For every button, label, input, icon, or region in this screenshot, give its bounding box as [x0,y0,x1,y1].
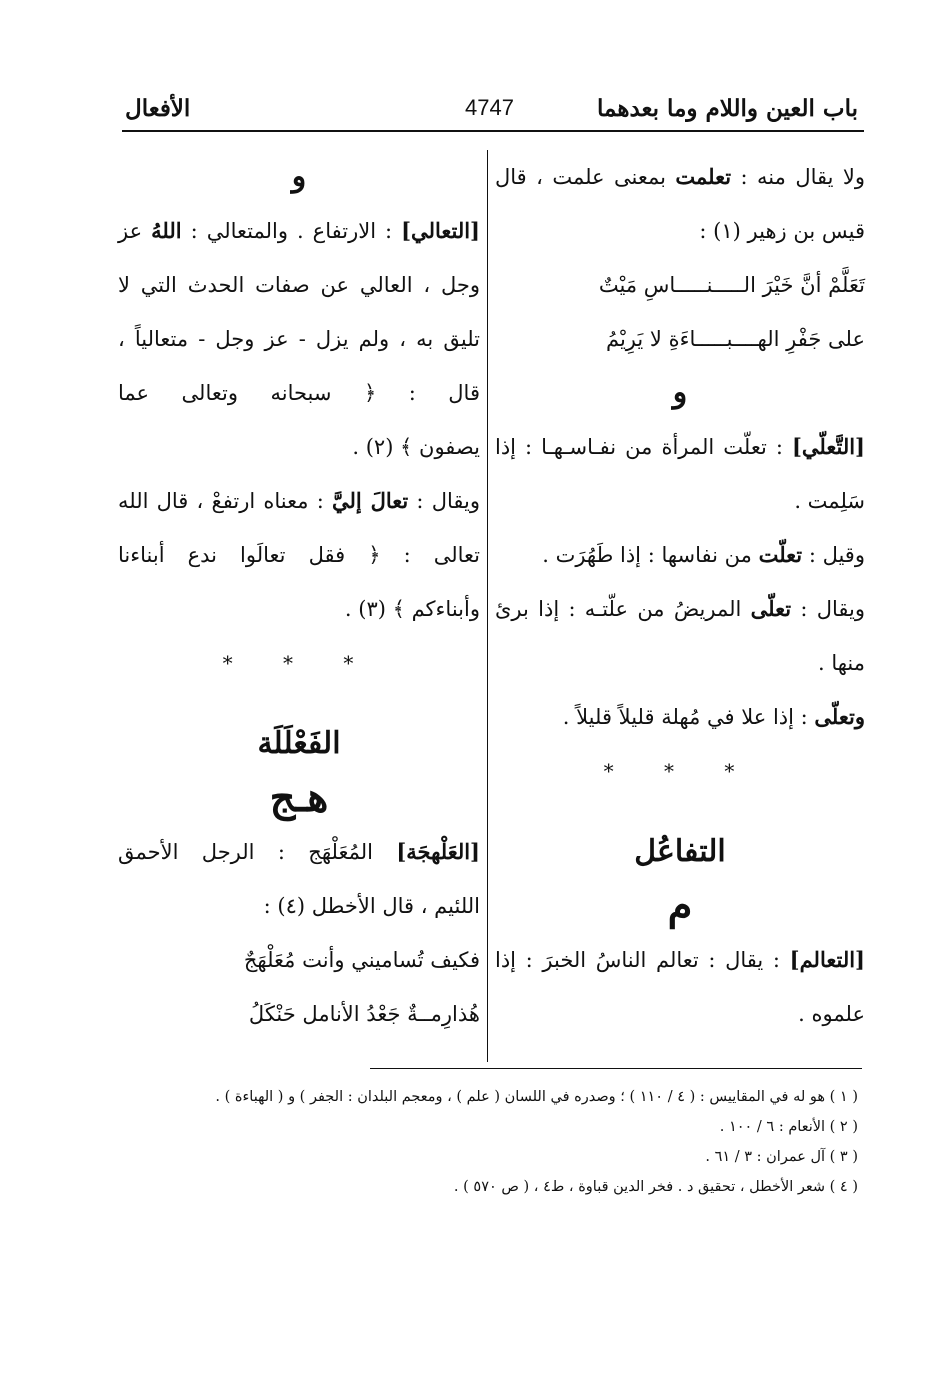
text-line: اللئيم ، قال الأخطل (٤) : [263,894,480,918]
footnote: ( ٢ ) الأنعام : ٦ / ١٠٠ . [719,1119,858,1135]
verse-hemistich: تَعَلَّمْ أنَّ خَيْرَ الـــــنـــــاسِ مَيْتٌ [598,273,865,297]
column-divider [487,150,488,1062]
text-line: تليق به ، ولم يزل - عز وجل - متعالياً ، [118,327,480,351]
footnote: ( ٤ ) شعر الأخطل ، تحقيق د . فخر الدين قباوة ، ط٤ ، ( ص ٥٧٠ ) . [453,1179,858,1195]
quran-quote-line: يصفون ﴾ (٢) . [352,435,480,459]
left-column [118,150,480,1041]
quran-quote-line: قال : ﴿ سبحانه وتعالى عما [118,381,480,405]
text-line: ويقال : تعلّى المريضُ من علّتـه : إذا برئ [495,596,865,621]
quran-quote-line: وأبناءكم ﴾ (٣) . [344,597,480,621]
entry-line: [التعالي] : الارتفاع . والمتعالي : اللهُ عز [118,218,480,243]
letter-heading: م [667,882,693,929]
letter-heading: و [291,159,307,194]
entry-line: [العَلْهجَة] المُعَلْهَج : الرجل الأحمق [118,839,480,864]
header-rule [122,130,864,132]
footnote-rule [370,1068,862,1069]
footnote: ( ٣ ) آل عمران : ٣ / ٦١ . [705,1149,858,1165]
text-line: وقيل : تعلّت من نفاسها : إذا طَهُرَت . [542,542,865,567]
running-header-chapter: باب العين واللام وما بعدهما [597,95,858,122]
running-header-section: الأفعال [125,95,191,122]
page-number: 4747 [465,95,514,120]
verse-hemistich: هُذارِمــةٌ جَعْدُ الأنامل حَنْكَلُ [248,1002,480,1026]
text-line: سَلِمت . [794,489,865,513]
text-line: وجل ، العالي عن صفات الحدث التي لا [118,273,480,297]
verse-hemistich: على جَفْرِ الهــــبـــــاءَةِ لا يَرِيْمُ [605,327,865,351]
section-heading: الفَعْلَلَة [257,726,341,761]
right-column [495,150,865,1041]
letter-heading: هـج [269,774,329,821]
quran-quote-line: تعالى : ﴿ فقل تعالَوا ندع أبناءنا [118,543,480,567]
section-divider-stars: * * * [222,651,376,675]
text-line: وتعلّى : إذا علا في مُهلة قليلاً قليلاً . [562,704,865,729]
section-divider-stars: * * * [603,759,757,783]
footnote: ( ١ ) هو له في المقاييس : ( ٤ / ١١٠ ) ؛ وصدره في اللسان ( علم ) ، ومعجم البلدان : الجفر ) و ( الهباءة ) . [215,1089,858,1105]
section-heading: التفاعُل [634,834,726,869]
verse-hemistich: فكيف تُساميني وأنت مُعَلْهَجٌ [243,948,480,972]
text-line: علموه . [798,1002,865,1026]
entry-line: [التَّعلّي] : تعلّت المرأة من نفـاسـهـا : إذا [495,434,865,459]
entry-line: [التعالم] : يقال : تعالم الناسُ الخبرَ : إذا [495,947,865,972]
text-line: ولا يقال منه : تعلمت بمعنى علمت ، قال [495,164,865,189]
footnotes [215,1082,858,1202]
text-line: ويقال : تعالَ إليَّ : معناه ارتفعْ ، قال الله [118,488,480,513]
letter-heading: و [672,375,688,410]
text-line: منها . [817,651,865,675]
text-line: قيس بن زهير (١) : [699,219,865,243]
